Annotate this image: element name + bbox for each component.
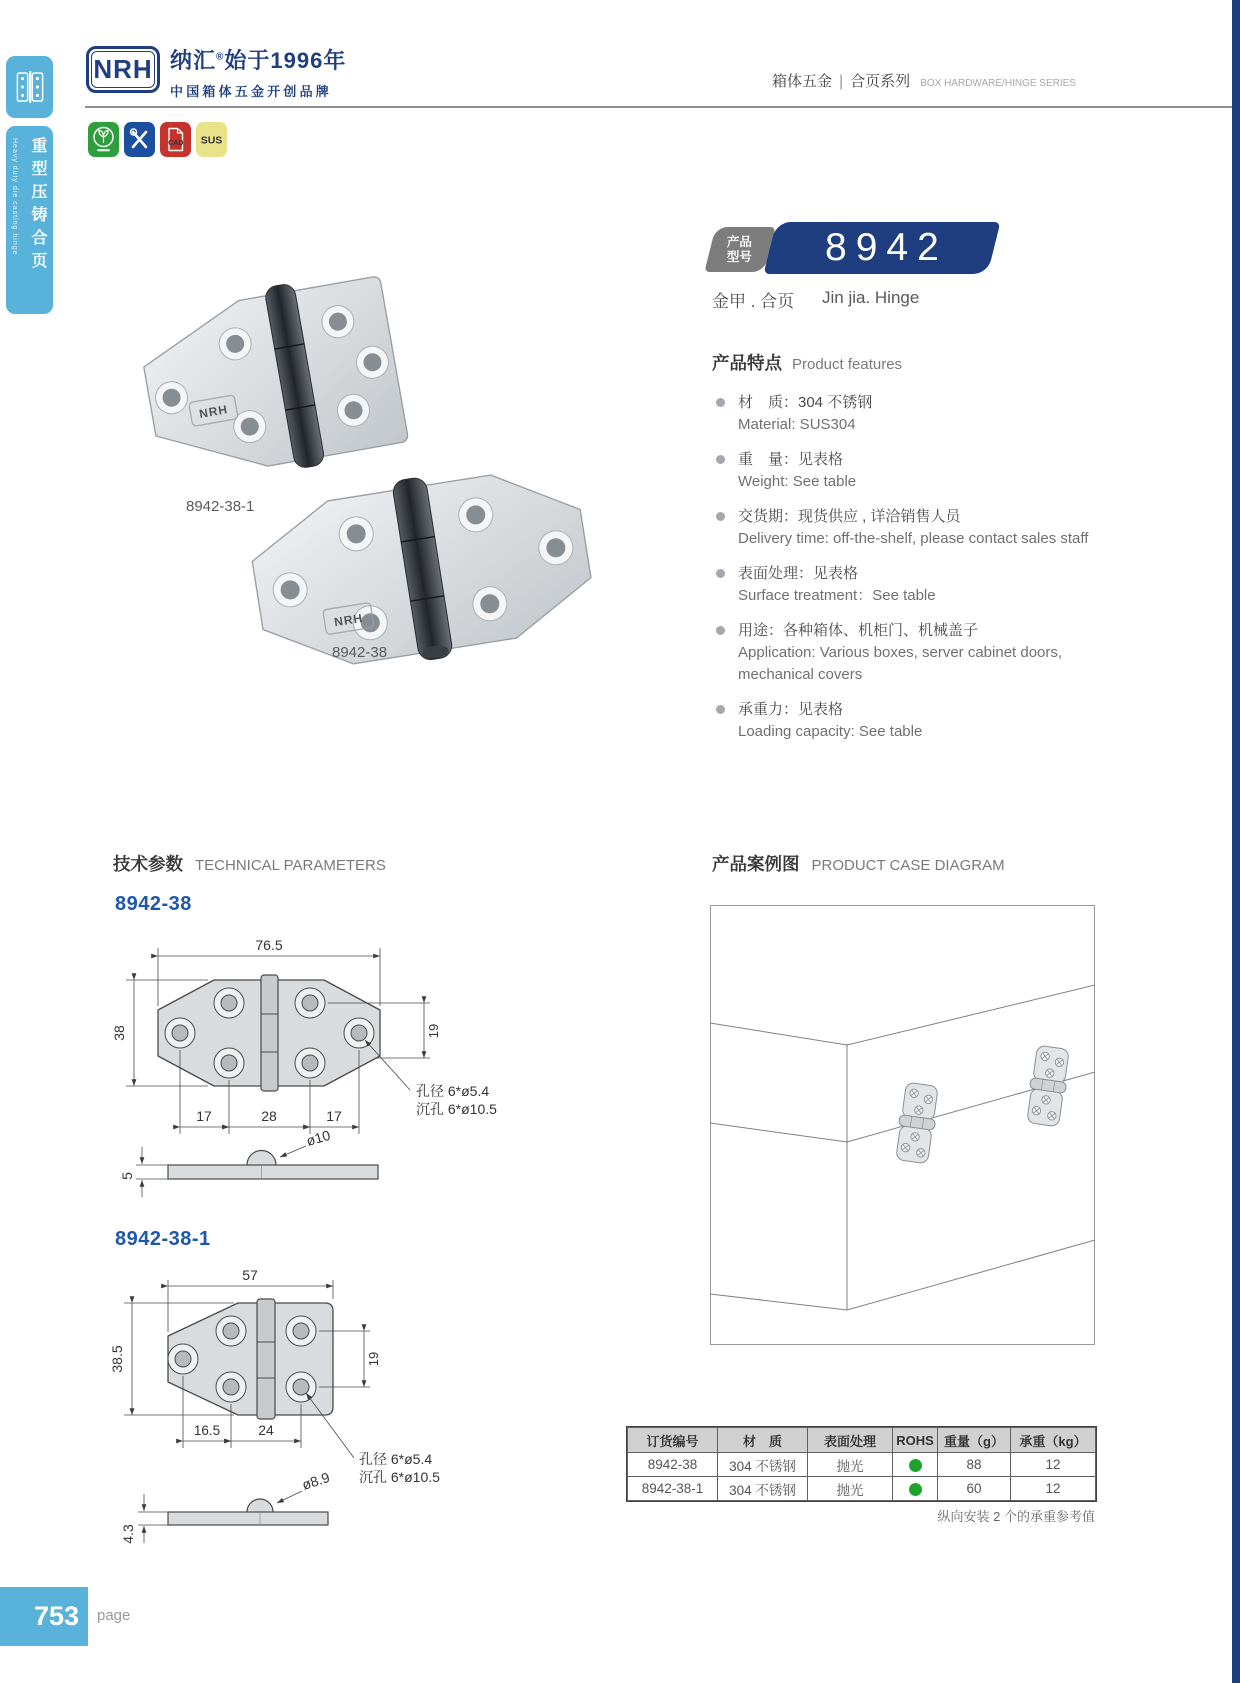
cad-icon [160,122,191,157]
spec-table-header-row [628,1428,1096,1453]
cell-load: 12 [1011,1477,1096,1501]
category-label-cn: 重型压铸合页 [29,137,46,275]
product-name-cn: 金甲 . 合页 [712,292,795,311]
product-name-en: Jin jia. Hinge [822,288,920,307]
series-cn2: 合页系列 [850,73,911,90]
header-divider [85,106,1232,108]
cell-rohs [893,1477,938,1501]
rohs-dot [909,1483,922,1496]
photo-label-top: 8942-38-1 [186,498,255,515]
photo-label-bottom: 8942-38 [332,644,388,661]
feature-item: 用途：各种箱体、机柜门、机械盖子 Application: Various boxes, server cabinet doors, mechanical covers [712,619,1132,686]
col-order-no: 订货编号 [628,1428,718,1453]
hole-note-1: 孔径 6*ø5.4 [359,1451,433,1467]
hole-note-2: 沉孔 6*ø10.5 [416,1101,497,1117]
drawing-model-2: 8942-38-1 [115,1228,211,1250]
page-edge-strip [1232,0,1240,1683]
product-features [712,350,1142,755]
drawing-model-1: 8942-38 [115,893,192,915]
cell-weight: 88 [938,1453,1011,1477]
product-photo-8942-38 [222,452,622,697]
dim-width: 57 [242,1267,258,1283]
series-cn: 箱体五金 [772,73,833,90]
dim-hole-span: 19 [426,1023,441,1039]
sidebar-hinge-tile [6,56,53,118]
dim-seg1: 17 [196,1108,212,1124]
brand-tagline: 中国箱体五金开创品牌 [170,84,333,99]
model-badge-label: 产品 型号 [704,227,775,272]
cell-order-no: 8942-38-1 [628,1477,718,1501]
tech-drawing-8942-38-1 [88,1258,548,1560]
feature-item: 重 量：见表格 Weight: See table [712,448,1132,493]
hinge-icon [16,68,44,106]
sidebar-category-tile [6,126,53,314]
dim-thickness: 5 [119,1172,135,1180]
series-separator: | [839,73,844,90]
page-word: page [97,1607,131,1624]
cell-surface: 抛光 [808,1453,893,1477]
cell-rohs [893,1453,938,1477]
dim-hole-span: 19 [366,1351,381,1367]
col-rohs: ROHS [893,1428,938,1453]
nrh-logo-text: NRH [93,54,153,84]
svg-text:NRH: NRH [198,402,230,422]
brand-block [170,44,346,100]
cell-load: 12 [1011,1453,1096,1477]
svg-text:CAD: CAD [168,140,184,147]
tech-drawing-8942-38 [88,918,548,1210]
cert-icon-row [88,122,227,157]
dim-knuckle: ø10 [304,1126,333,1149]
dim-height: 38.5 [109,1345,125,1373]
nrh-logo [86,46,160,93]
model-badge-number: 8942 [764,222,1001,274]
dim-width: 76.5 [255,937,283,953]
svg-text:SUS: SUS [200,134,223,147]
table-note: 纵向安装 2 个的承重参考值 [937,1509,1095,1524]
feature-item: 交货期：现货供应 , 详洽销售人员 Delivery time: off-the-shelf, please contact sales staff [712,505,1132,550]
dim-knuckle: ø8.9 [299,1468,332,1493]
table-row [628,1477,1096,1501]
series-title [772,70,1076,91]
page-number: 753 [33,1601,79,1631]
brand-line1: 纳汇®始于1996年 [170,48,347,73]
case-section-heading: 产品案例图 PRODUCT CASE DIAGRAM [712,854,1005,874]
series-en: BOX HARDWARE/HINGE SERIES [920,78,1076,89]
hole-note-2: 沉孔 6*ø10.5 [359,1469,440,1485]
features-heading: 产品特点 Product features [712,353,903,373]
col-load: 承重（kg） [1011,1428,1096,1453]
category-label-en: Heavy duty die casting hinge [11,138,18,256]
col-weight: 重量（g） [938,1428,1011,1453]
feature-item: 表面处理：见表格 Surface treatment：See table [712,562,1132,607]
spec-table [627,1427,1096,1501]
tech-section-heading: 技术参数 TECHNICAL PARAMETERS [113,854,386,874]
page-number-tile [0,1587,88,1646]
table-row [628,1453,1096,1477]
dim-height: 38 [111,1025,127,1041]
cell-material: 304 不锈钢 [718,1453,808,1477]
rohs-dot [909,1459,922,1472]
eco-icon [88,122,119,157]
feature-item: 承重力：见表格 Loading capacity: See table [712,698,1132,743]
sus-icon [196,122,227,157]
cell-surface: 抛光 [808,1477,893,1501]
feature-item: 材 质：304 不锈钢 Material: SUS304 [712,391,1132,436]
hole-note-1: 孔径 6*ø5.4 [416,1083,490,1099]
dim-seg3: 17 [326,1108,342,1124]
cell-order-no: 8942-38 [628,1453,718,1477]
col-surface: 表面处理 [808,1428,893,1453]
dim-thickness: 4.3 [120,1524,136,1544]
product-case-diagram [710,905,1095,1345]
dim-seg2: 24 [258,1422,274,1438]
svg-text:NRH: NRH [333,610,365,630]
cell-weight: 60 [938,1477,1011,1501]
cell-material: 304 不锈钢 [718,1477,808,1501]
dim-seg2: 28 [261,1108,277,1124]
tools-icon [124,122,155,157]
dim-seg1: 16.5 [193,1423,221,1438]
col-material: 材 质 [718,1428,808,1453]
